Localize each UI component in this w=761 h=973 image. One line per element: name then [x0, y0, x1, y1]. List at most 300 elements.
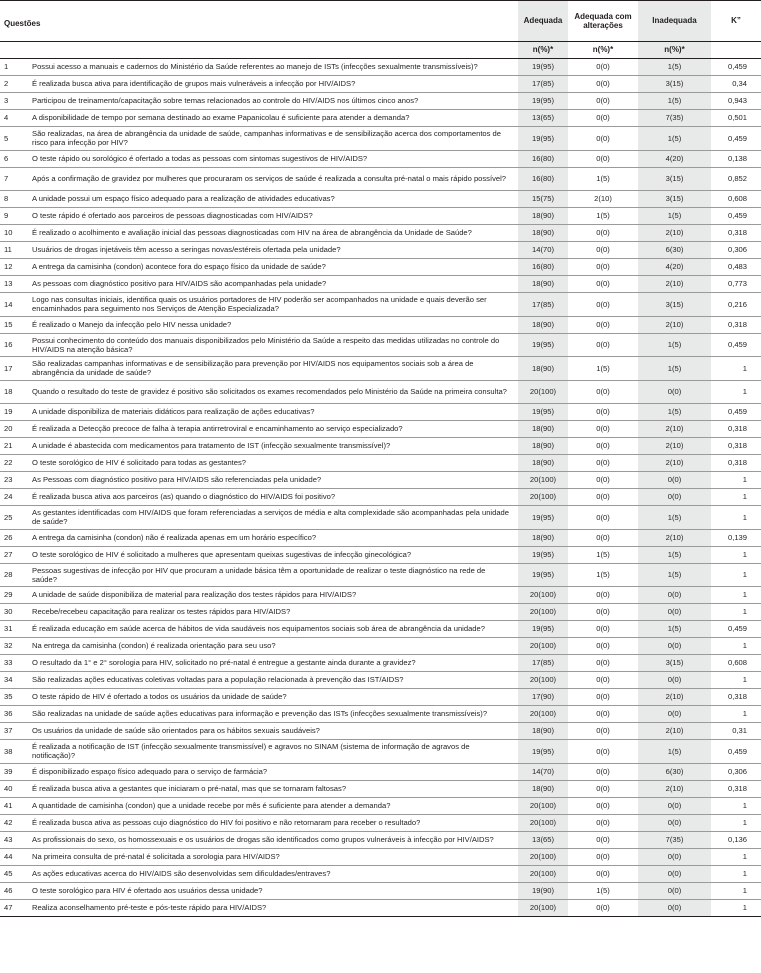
adequate-changes-value: 0(0): [596, 868, 610, 878]
question-text: A unidade é abastecida com medicamentos para tratamento de IST (infecção sexualmente transmissível)?: [32, 441, 391, 451]
row-number: 27: [4, 549, 13, 559]
adequate-changes-value: 0(0): [596, 113, 610, 123]
question-text: É realizada busca ativa para identificação de grupos mais vulneráveis a infecção por HIV/AIDS?: [32, 79, 356, 89]
adequate-value: 20(100): [518, 848, 568, 865]
adequate-changes-header: Adequada com alterações: [568, 1, 638, 42]
adequate-changes-value: 0(0): [596, 424, 610, 434]
kappa-value: 1: [742, 475, 747, 485]
adequate-changes-value: 0(0): [596, 299, 610, 309]
row-number: 14: [4, 299, 13, 309]
inadequate-value: 6(30): [638, 763, 711, 780]
adequate-value: 20(100): [518, 380, 568, 404]
row-number: 30: [4, 607, 13, 617]
row-number: 24: [4, 492, 13, 502]
kappa-value: 0,773: [727, 279, 747, 289]
inadequate-value: 0(0): [638, 604, 711, 621]
row-number: 9: [4, 211, 9, 221]
table-row: [0, 472, 761, 489]
row-number: 39: [4, 766, 13, 776]
kappa-value: 0,852: [727, 174, 747, 184]
question-text: Realiza aconselhamento pré-teste e pós-teste rápido para HIV/AIDS?: [32, 902, 267, 912]
kappa-value: 0,459: [727, 624, 747, 634]
question-text: Após a confirmação de gravidez por mulheres que procuraram os serviços de saúde é realizada a consulta pré-natal o mais rápido possível?: [32, 174, 507, 184]
row-number: 37: [4, 726, 13, 736]
adequate-changes-value: 0(0): [596, 817, 610, 827]
adequate-changes-value: 0(0): [596, 153, 610, 163]
table-row: [0, 404, 761, 421]
kappa-value: 0,459: [727, 133, 747, 143]
kappa-value: 0,459: [727, 407, 747, 417]
adequate-value: 18(90): [518, 529, 568, 546]
adequate-value: 14(70): [518, 763, 568, 780]
question-text: O resultado da 1° e 2° sorologia para HIV, solicitado no pré-natal é entregue a gestante ainda durante a gravidez?: [32, 658, 416, 668]
inadequate-value: 3(15): [638, 191, 711, 208]
row-number: 36: [4, 709, 13, 719]
row-number: 19: [4, 407, 13, 417]
inadequate-value: 2(10): [638, 438, 711, 455]
table-row: [0, 529, 761, 546]
question-text: É disponibilizado espaço físico adequado para o serviço de farmácia?: [32, 766, 268, 776]
kappa-value: 0,318: [727, 441, 747, 451]
inadequate-value: 2(10): [638, 455, 711, 472]
adequate-value: 19(90): [518, 882, 568, 899]
table-row: [0, 110, 761, 127]
row-number: 47: [4, 902, 13, 912]
row-number: 10: [4, 228, 13, 238]
question-text: As ações educativas acerca do HIV/AIDS são desenvolvidas sem dificuldades/entraves?: [32, 868, 331, 878]
adequate-changes-value: 0(0): [596, 387, 610, 397]
kappa-value: 0,139: [727, 532, 747, 542]
kappa-value: 0,306: [727, 766, 747, 776]
adequate-value: 17(85): [518, 293, 568, 317]
question-text: É realizado o Manejo da infecção pelo HIV nessa unidade?: [32, 319, 232, 329]
table-row: [0, 865, 761, 882]
adequate-value: 19(95): [518, 404, 568, 421]
adequate-changes-value: 1(5): [596, 174, 610, 184]
adequate-value: 20(100): [518, 472, 568, 489]
inadequate-value: 2(10): [638, 421, 711, 438]
row-number: 8: [4, 194, 9, 204]
adequate-changes-value: 0(0): [596, 340, 610, 350]
table-row: [0, 621, 761, 638]
adequate-value: 19(95): [518, 506, 568, 530]
inadequate-value: 0(0): [638, 706, 711, 723]
kappa-value: 1: [742, 512, 747, 522]
inadequate-value: 3(15): [638, 293, 711, 317]
row-number: 13: [4, 279, 13, 289]
kappa-value: 1: [742, 851, 747, 861]
adequate-value: 16(80): [518, 259, 568, 276]
adequate-changes-value: 0(0): [596, 590, 610, 600]
adequate-changes-value: 0(0): [596, 902, 610, 912]
inadequate-value: 0(0): [638, 380, 711, 404]
inadequate-value: 1(5): [638, 563, 711, 587]
adequate-value: 19(95): [518, 127, 568, 151]
question-text: Na entrega da camisinha (condon) é realizada orientação para seu uso?: [32, 641, 276, 651]
inadequate-value: 1(5): [638, 740, 711, 764]
kappa-value: 0,459: [727, 746, 747, 756]
kappa-value: 0,31: [732, 726, 747, 736]
adequate-value: 18(90): [518, 421, 568, 438]
table-row: [0, 276, 761, 293]
inadequate-value: 7(35): [638, 110, 711, 127]
questions-header: Questões: [0, 1, 518, 42]
question-text: São realizadas campanhas informativas e de sensibilização para prevenção por HIV/AIDS nos equipamentos sociais sob a área de abrangência da unidade de saúde?: [32, 359, 474, 378]
adequate-changes-value: 0(0): [596, 458, 610, 468]
adequate-value: 18(90): [518, 357, 568, 381]
adequate-value: 19(95): [518, 740, 568, 764]
adequate-changes-value: 0(0): [596, 675, 610, 685]
row-number: 33: [4, 658, 13, 668]
adequate-changes-value: 0(0): [596, 319, 610, 329]
row-number: 7: [4, 174, 9, 184]
kappa-value: 0,608: [727, 658, 747, 668]
adequate-value: 13(65): [518, 110, 568, 127]
table-row: [0, 316, 761, 333]
adequate-changes-unit: n(%)*: [568, 42, 638, 59]
table-row: [0, 563, 761, 587]
question-text: Participou de treinamento/capacitação sobre temas relacionados ao controle do HIV/AIDS nos últimos cinco anos?: [32, 96, 419, 106]
table-row: [0, 455, 761, 472]
adequate-changes-value: 0(0): [596, 692, 610, 702]
inadequate-value: 1(5): [638, 404, 711, 421]
adequate-changes-value: 0(0): [596, 475, 610, 485]
row-number: 40: [4, 783, 13, 793]
question-text: Quando o resultado do teste de gravidez é positivo são solicitados os exames recomendados pelo Ministério da Saúde na primeira consulta?: [32, 387, 507, 397]
question-text: Pessoas sugestivas de infecção por HIV que procuram a unidade básica têm a oportunidade de realizar o teste diagnóstico na rede de saúde?: [32, 565, 486, 584]
kappa-value: 0,318: [727, 424, 747, 434]
inadequate-value: 2(10): [638, 723, 711, 740]
adequate-changes-value: 1(5): [596, 549, 610, 559]
question-text: O teste sorológico de HIV é solicitado para todas as gestantes?: [32, 458, 247, 468]
adequate-changes-value: 0(0): [596, 79, 610, 89]
question-text: Na primeira consulta de pré-natal é solicitada a sorologia para HIV/AIDS?: [32, 851, 280, 861]
kappa-value: 1: [742, 570, 747, 580]
adequate-changes-value: 0(0): [596, 228, 610, 238]
table-row: [0, 848, 761, 865]
row-number: 18: [4, 387, 13, 397]
kappa-value: 1: [742, 549, 747, 559]
kappa-value: 1: [742, 607, 747, 617]
inadequate-value: 3(15): [638, 76, 711, 93]
adequate-value: 15(75): [518, 191, 568, 208]
adequate-changes-value: 0(0): [596, 766, 610, 776]
adequate-changes-value: 0(0): [596, 262, 610, 272]
inadequate-value: 0(0): [638, 489, 711, 506]
kappa-value: 0,318: [727, 783, 747, 793]
question-text: A unidade disponibiliza de materiais didáticos para realização de ações educativas?: [32, 407, 315, 417]
inadequate-value: 7(35): [638, 831, 711, 848]
adequate-value: 18(90): [518, 780, 568, 797]
table-row: [0, 293, 761, 317]
adequate-changes-value: 0(0): [596, 851, 610, 861]
kappa-value: 1: [742, 641, 747, 651]
adequate-changes-value: 0(0): [596, 783, 610, 793]
table-row: [0, 797, 761, 814]
adequate-changes-value: 1(5): [596, 211, 610, 221]
question-text: A quantidade de camisinha (condon) que a unidade recebe por mês é suficiente para atender a demanda?: [32, 800, 391, 810]
adequate-value: 20(100): [518, 797, 568, 814]
inadequate-value: 2(10): [638, 689, 711, 706]
table-row: [0, 150, 761, 167]
kappa-value: 0,943: [727, 96, 747, 106]
adequate-value: 19(95): [518, 333, 568, 357]
question-text: A entrega da camisinha (condon) acontece fora do espaço físico da unidade de saúde?: [32, 262, 326, 272]
question-text: É realizada busca ativa aos parceiros (as) quando o diagnóstico do HIV/AIDS foi positivo?: [32, 492, 336, 502]
header-row: [0, 1, 761, 42]
table-row: [0, 740, 761, 764]
inadequate-value: 0(0): [638, 472, 711, 489]
row-number: 11: [4, 245, 12, 255]
row-number: 1: [4, 62, 9, 72]
adequate-value: 16(80): [518, 150, 568, 167]
inadequate-value: 0(0): [638, 587, 711, 604]
table-row: [0, 421, 761, 438]
adequate-changes-value: 0(0): [596, 62, 610, 72]
inadequate-value: 1(5): [638, 93, 711, 110]
table-row: [0, 191, 761, 208]
kappa-value: 0,138: [727, 153, 747, 163]
row-number: 35: [4, 692, 13, 702]
table-row: [0, 333, 761, 357]
kappa-value: 0,501: [727, 113, 747, 123]
adequate-value: 17(85): [518, 655, 568, 672]
row-number: 43: [4, 834, 13, 844]
adequate-changes-value: 0(0): [596, 279, 610, 289]
question-text: A unidade de saúde disponibiliza de material para realização dos testes rápidos para HIV/AIDS?: [32, 590, 357, 600]
table-row: [0, 225, 761, 242]
row-number: 5: [4, 133, 9, 143]
adequate-value: 20(100): [518, 865, 568, 882]
kappa-value: 1: [742, 800, 747, 810]
table-row: [0, 604, 761, 621]
question-text: A disponibilidade de tempo por semana destinado ao exame Papanicolau é suficiente para atender a demanda?: [32, 113, 410, 123]
question-text: O teste sorológico para HIV é ofertado aos usuários dessa unidade?: [32, 885, 263, 895]
adequate-changes-value: 0(0): [596, 133, 610, 143]
question-text: As Pessoas com diagnóstico positivo para HIV/AIDS são referenciadas pela unidade?: [32, 475, 322, 485]
inadequate-value: 1(5): [638, 127, 711, 151]
table-row: [0, 672, 761, 689]
question-text: Usuários de drogas injetáveis têm acesso a seringas novas/estéreis ofertada pela unidade?: [32, 245, 341, 255]
kappa-value: 0,459: [727, 340, 747, 350]
kappa-value: 1: [742, 492, 747, 502]
question-text: A unidade possui um espaço físico adequado para a realização de atividades educativas?: [32, 194, 335, 204]
table-row: [0, 831, 761, 848]
table-row: [0, 127, 761, 151]
question-text: O teste sorológico de HIV é solicitado a mulheres que apresentam queixas sugestivas de infecção ginecológica?: [32, 549, 412, 559]
kappa-value: 0,318: [727, 458, 747, 468]
inadequate-value: 0(0): [638, 899, 711, 916]
table-row: [0, 59, 761, 76]
adequate-value: 19(95): [518, 563, 568, 587]
row-number: 2: [4, 79, 9, 89]
adequate-value: 19(95): [518, 59, 568, 76]
row-number: 26: [4, 532, 13, 542]
row-number: 31: [4, 624, 13, 634]
adequate-value: 20(100): [518, 706, 568, 723]
kappa-value: 0,318: [727, 692, 747, 702]
question-text: São realizadas na unidade de saúde ações educativas para informação e prevenção das ISTs (infecções sexualmente transmissíveis)?: [32, 709, 488, 719]
question-text: As pessoas com diagnóstico positivo para HIV/AIDS são acompanhadas pela unidade?: [32, 279, 327, 289]
inadequate-value: 0(0): [638, 882, 711, 899]
table-row: [0, 208, 761, 225]
table-row: [0, 242, 761, 259]
adequate-value: 20(100): [518, 672, 568, 689]
adequate-value: 20(100): [518, 587, 568, 604]
question-text: A entrega da camisinha (condon) não é realizada apenas em um horário específico?: [32, 532, 317, 542]
adequate-value: 19(95): [518, 621, 568, 638]
inadequate-value: 2(10): [638, 276, 711, 293]
adequate-changes-value: 0(0): [596, 726, 610, 736]
table-row: [0, 763, 761, 780]
question-text: Os usuários da unidade de saúde são orientados para os hábitos sexuais saudáveis?: [32, 726, 320, 736]
table-row: [0, 638, 761, 655]
inadequate-value: 2(10): [638, 780, 711, 797]
adequate-changes-value: 0(0): [596, 746, 610, 756]
table-row: [0, 723, 761, 740]
adequate-value: 20(100): [518, 638, 568, 655]
row-number: 32: [4, 641, 13, 651]
kappa-value: 0,483: [727, 262, 747, 272]
row-number: 42: [4, 817, 13, 827]
row-number: 45: [4, 868, 13, 878]
inadequate-value: 1(5): [638, 208, 711, 225]
inadequate-value: 0(0): [638, 672, 711, 689]
adequate-header: Adequada: [518, 1, 568, 42]
table-row: [0, 380, 761, 404]
inadequate-value: 1(5): [638, 333, 711, 357]
adequate-changes-value: 0(0): [596, 641, 610, 651]
adequate-value: 18(90): [518, 225, 568, 242]
adequate-value: 17(85): [518, 76, 568, 93]
row-number: 28: [4, 570, 13, 580]
adequate-value: 18(90): [518, 208, 568, 225]
adequate-value: 19(95): [518, 546, 568, 563]
adequate-value: 18(90): [518, 438, 568, 455]
row-number: 46: [4, 885, 13, 895]
adequate-changes-value: 1(5): [596, 363, 610, 373]
table-row: [0, 546, 761, 563]
inadequate-value: 6(30): [638, 242, 711, 259]
table-row: [0, 167, 761, 191]
question-text: É realizada a notificação de IST (infecção sexualmente transmissível) e agravos no SINAM (sistema de informação de agravos de notificação)?: [32, 742, 470, 761]
question-text: O teste rápido de HIV é ofertado a todos os usuários da unidade de saúde?: [32, 692, 287, 702]
adequate-changes-value: 0(0): [596, 607, 610, 617]
row-number: 17: [4, 363, 13, 373]
question-text: O teste rápido ou sorológico é ofertado a todas as pessoas com sintomas sugestivos de HIV/AIDS?: [32, 153, 368, 163]
kappa-value: 0,34: [732, 79, 747, 89]
kappa-value: 1: [742, 868, 747, 878]
kappa-value: 1: [742, 675, 747, 685]
question-text: O teste rápido é ofertado aos parceiros de pessoas diagnosticadas com HIV/AIDS?: [32, 211, 313, 221]
question-text: Possui acesso a manuais e cadernos do Ministério da Saúde referentes ao manejo de ISTs (infecções sexualmente transmissíveis)?: [32, 62, 478, 72]
question-text: É realizada a Detecção precoce de falha à terapia antirretroviral e encaminhamento ao serviço especializado?: [32, 424, 403, 434]
kappa-value: 0,459: [727, 211, 747, 221]
table-row: [0, 259, 761, 276]
row-number: 34: [4, 675, 13, 685]
inadequate-value: 3(15): [638, 167, 711, 191]
row-number: 25: [4, 512, 13, 522]
inadequate-value: 1(5): [638, 357, 711, 381]
row-number: 23: [4, 475, 13, 485]
unit-row: [0, 42, 761, 59]
inadequate-value: 4(20): [638, 150, 711, 167]
inadequate-value: 1(5): [638, 59, 711, 76]
adequate-value: 18(90): [518, 455, 568, 472]
adequate-value: 20(100): [518, 814, 568, 831]
row-number: 3: [4, 96, 9, 106]
adequate-value: 18(90): [518, 276, 568, 293]
kappa-value: 0,318: [727, 228, 747, 238]
adequate-value: 18(90): [518, 316, 568, 333]
adequate-changes-value: 0(0): [596, 441, 610, 451]
kappa-value: 0,306: [727, 245, 747, 255]
adequate-value: 20(100): [518, 899, 568, 916]
inadequate-value: 2(10): [638, 529, 711, 546]
question-text: São realizadas ações educativas coletivas voltadas para a população relacionada à prevenção das IST/AIDS?: [32, 675, 404, 685]
adequate-value: 20(100): [518, 604, 568, 621]
row-number: 44: [4, 851, 13, 861]
kappa-value: 0,459: [727, 62, 747, 72]
adequate-value: 16(80): [518, 167, 568, 191]
adequate-changes-value: 0(0): [596, 532, 610, 542]
inadequate-value: 0(0): [638, 814, 711, 831]
question-text: As gestantes identificadas com HIV/AIDS que foram referenciadas a serviços de média e alta complexidade são acompanhadas pela unidade de saúde?: [32, 508, 509, 527]
table-row: [0, 899, 761, 916]
inadequate-value: 0(0): [638, 865, 711, 882]
inadequate-value: 0(0): [638, 797, 711, 814]
kappa-value: 1: [742, 387, 747, 397]
adequate-changes-value: 0(0): [596, 512, 610, 522]
row-number: 29: [4, 590, 13, 600]
row-number: 20: [4, 424, 13, 434]
row-number: 21: [4, 441, 13, 451]
kappa-value: 1: [742, 885, 747, 895]
question-text: É realizada busca ativa as pessoas cujo diagnóstico do HIV foi positivo e não retornaram para receber o resultado?: [32, 817, 421, 827]
row-number: 6: [4, 153, 9, 163]
table-row: [0, 689, 761, 706]
adequate-value: 14(70): [518, 242, 568, 259]
inadequate-value: 2(10): [638, 225, 711, 242]
row-number: 16: [4, 340, 13, 350]
kappa-value: 0,318: [727, 319, 747, 329]
inadequate-unit: n(%)*: [638, 42, 711, 59]
kappa-value: 1: [742, 590, 747, 600]
question-text: Possui conhecimento do conteúdo dos manuais disponibilizados pelo Ministério da Saúde a respeito das medidas utilizadas no controle do HIV/AIDS na atenção básica?: [32, 335, 500, 354]
adequate-changes-value: 1(5): [596, 885, 610, 895]
adequate-changes-value: 0(0): [596, 492, 610, 502]
table-row: [0, 438, 761, 455]
adequate-value: 17(90): [518, 689, 568, 706]
kappa-value: 0,216: [727, 299, 747, 309]
adequate-changes-value: 0(0): [596, 624, 610, 634]
table-body: [0, 59, 761, 917]
adequate-changes-value: 0(0): [596, 834, 610, 844]
table-row: [0, 655, 761, 672]
adequate-value: 18(90): [518, 723, 568, 740]
inadequate-value: 0(0): [638, 848, 711, 865]
adequate-unit: n(%)*: [518, 42, 568, 59]
question-text: É realizado o acolhimento e avaliação inicial das pessoas diagnosticadas com HIV na área de abrangência da Unidade de Saúde?: [32, 228, 472, 238]
adequate-value: 20(100): [518, 489, 568, 506]
kappa-value: 0,608: [727, 194, 747, 204]
adequate-changes-value: 0(0): [596, 96, 610, 106]
row-number: 41: [4, 800, 13, 810]
adequate-value: 19(95): [518, 93, 568, 110]
kappa-value: 1: [742, 709, 747, 719]
question-text: São realizadas, na área de abrangência da unidade de saúde, campanhas informativas e de sensibilização acerca dos comportamentos de risco para infecção por HIV?: [32, 129, 501, 148]
table-row: [0, 780, 761, 797]
